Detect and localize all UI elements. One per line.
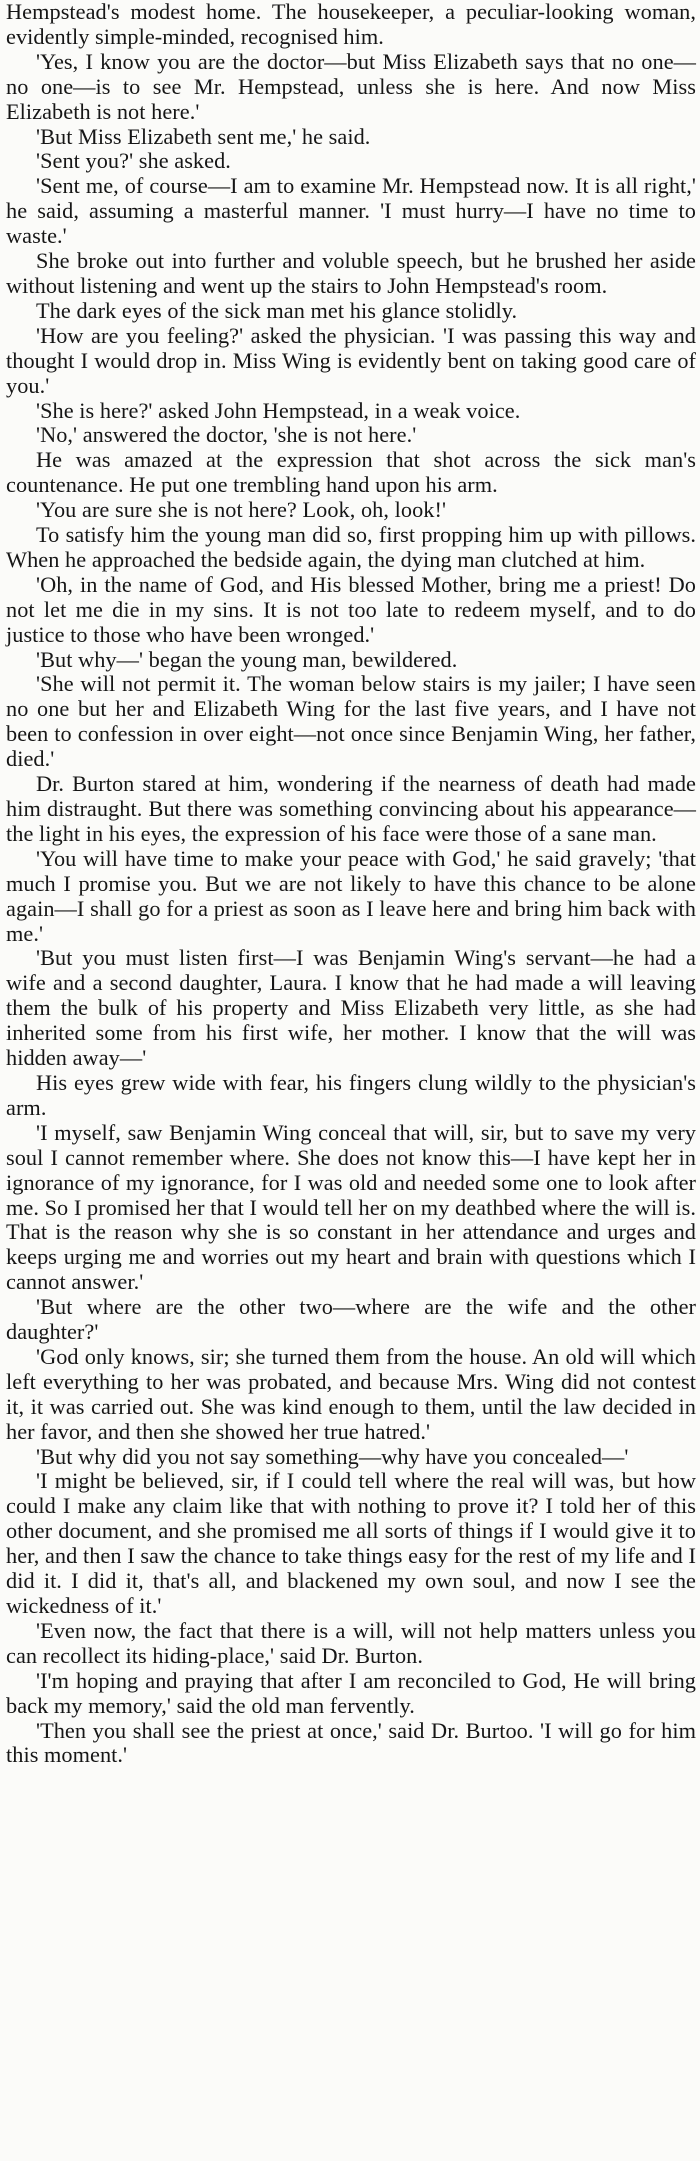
article-paragraph: She broke out into further and voluble speech, but he brushed her aside without listening and went up the stairs to John Hempstead's room. xyxy=(6,248,696,298)
article-paragraph: His eyes grew wide with fear, his fingers clung wildly to the physician's arm. xyxy=(6,1069,696,1120)
article-paragraph: He was amazed at the expression that shot across the sick man's countenance. He put one trembling hand upon his arm. xyxy=(6,447,696,498)
article-paragraph: 'But Miss Elizabeth sent me,' he said. xyxy=(36,123,371,149)
article-paragraph: 'I might be believed, sir, if I could tell where the real will was, but how could I make any claim like that with nothing to prove it? I told her of this other document, and she promised me all sorts of things if I would give it to her, and then I saw the chance to take things easy for the rest of my life and I did it. I did it, that's all, and blackened my own soul, and now I see the wickedness of it.' xyxy=(6,1468,696,1618)
article-column xyxy=(6,0,696,1768)
article-paragraph: 'No,' answered the doctor, 'she is not here.' xyxy=(36,422,417,448)
article-paragraph: 'How are you feeling?' asked the physician. 'I was passing this way and thought I would drop in. Miss Wing is evidently bent on taking good care of you.' xyxy=(6,322,696,398)
article-paragraph: 'Sent me, of course—I am to examine Mr. Hempstead now. It is all right,' he said, assuming a masterful manner. 'I must hurry—I have no time to waste.' xyxy=(6,173,696,249)
article-paragraph: 'But why—' began the young man, bewildered. xyxy=(36,646,458,672)
article-paragraph: 'Then you shall see the priest at once,' said Dr. Burtoo. 'I will go for him this moment.' xyxy=(6,1717,696,1768)
article-paragraph: Dr. Burton stared at him, wondering if the nearness of death had made him distraught. But there was something convincing about his appearance—the light in his eyes, the expression of his face were those of a sane man. xyxy=(6,771,696,846)
article-paragraph: 'Even now, the fact that there is a will, will not help matters unless you can recollect its hiding-place,' said Dr. Burton. xyxy=(6,1617,696,1668)
article-paragraph: 'You will have time to make your peace with God,' he said gravely; 'that much I promise you. But we are not likely to have this chance to be alone again—I shall go for a priest as soon as I leave here and bring him back with me.' xyxy=(6,845,696,946)
article-paragraph: 'I'm hoping and praying that after I am reconciled to God, He will bring back my memory,' said the old man fervently. xyxy=(6,1667,696,1718)
article-paragraph: 'But why did you not say something—why have you concealed—' xyxy=(36,1443,629,1469)
article-paragraph: 'She will not permit it. The woman below stairs is my jailer; I have seen no one but her and Elizabeth Wing for the last five years, and I have not been to confession in over eight—not once since Benjamin Wing, her father, died.' xyxy=(6,671,696,772)
article-paragraph: 'I myself, saw Benjamin Wing conceal that will, sir, but to save my very soul I cannot remember where. She does not know this—I have kept her in ignorance of my ignorance, for I was old and needed some one to look after me. So I promised her that I would tell her on my deathbed where the will is. That is the reason why she is so constant in her attendance and urges and keeps urging me and worries out my heart and brain with questions which I cannot answer.' xyxy=(6,1119,696,1295)
article-paragraph: 'But where are the other two—where are the wife and the other daughter?' xyxy=(6,1294,696,1345)
article-paragraph: 'God only knows, sir; she turned them from the house. An old will which left everything to her was probated, and because Mrs. Wing did not contest it, it was carried out. She was kind enough to them, until the law decided in her favor, and then she showed her true hatred.' xyxy=(6,1343,696,1444)
article-paragraph: Hempstead's modest home. The housekeeper, a peculiar-looking woman, evidently simple-minded, recognised him. xyxy=(6,0,696,49)
article-paragraph: 'She is here?' asked John Hempstead, in a weak voice. xyxy=(36,397,521,423)
article-paragraph: 'Oh, in the name of God, and His blessed Mother, bring me a priest! Do not let me die in my sins. It is not too late to redeem myself, and to do justice to those who have been wronged.' xyxy=(6,571,696,647)
article-paragraph: The dark eyes of the sick man met his glance stolidly. xyxy=(36,297,518,323)
article-paragraph: To satisfy him the young man did so, first propping him up with pillows. When he approached the bedside again, the dying man clutched at him. xyxy=(6,522,696,572)
article-paragraph: 'Sent you?' she asked. xyxy=(36,148,231,174)
article-paragraph: 'But you must listen first—I was Benjamin Wing's servant—he had a wife and a second daughter, Laura. I know that he had made a will leaving them the bulk of his property and Miss Elizabeth very little, as she had inherited some from his first wife, her mother. I know that the will was hidden away—' xyxy=(6,945,696,1071)
article-paragraph: 'Yes, I know you are the doctor—but Miss Elizabeth says that no one—no one—is to see Mr. Hempstead, unless she is here. And now Miss Elizabeth is not here.' xyxy=(6,48,696,124)
article-paragraph: 'You are sure she is not here? Look, oh, look!' xyxy=(36,497,447,523)
